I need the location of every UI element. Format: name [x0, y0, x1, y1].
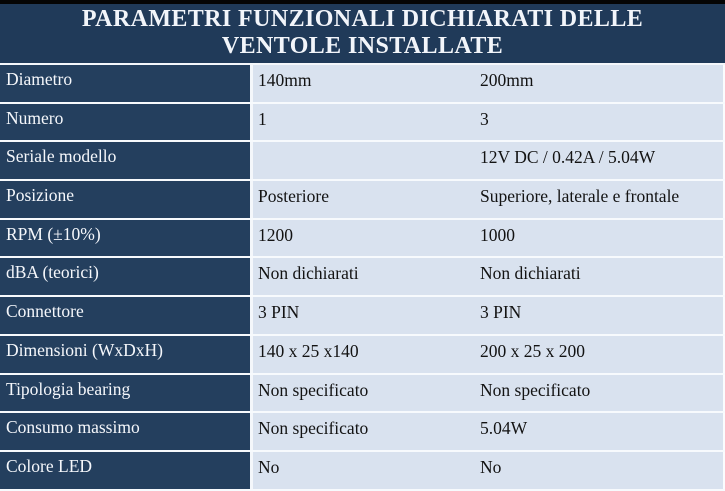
- row-value-200mm: 5.04W: [480, 413, 725, 450]
- row-value-200mm: 1000: [480, 220, 725, 257]
- page-title-line1: PARAMETRI FUNZIONALI DICHIARATI DELLE: [81, 6, 644, 32]
- row-value-200mm: 3: [480, 104, 725, 141]
- row-value-200mm: No: [480, 452, 725, 489]
- row-label: dBA (teorici): [0, 258, 253, 295]
- table-row: [0, 258, 725, 297]
- row-label: Dimensioni (WxDxH): [0, 336, 253, 373]
- table-row: [0, 104, 725, 143]
- row-value-140mm: Non specificato: [253, 413, 480, 450]
- row-value-200mm: Non dichiarati: [480, 258, 725, 295]
- row-value-200mm: 3 PIN: [480, 297, 725, 334]
- spec-table: [0, 65, 725, 491]
- table-row: [0, 142, 725, 181]
- table-row: [0, 297, 725, 336]
- row-label: Consumo massimo: [0, 413, 253, 450]
- table-row: [0, 375, 725, 414]
- row-value-200mm: Superiore, laterale e frontale: [480, 181, 725, 218]
- row-value-140mm: Non specificato: [253, 375, 480, 412]
- row-label: Tipologia bearing: [0, 375, 253, 412]
- table-row: [0, 181, 725, 220]
- page-title: [0, 4, 725, 65]
- row-label: Colore LED: [0, 452, 253, 489]
- row-label: Numero: [0, 104, 253, 141]
- page-title-line2: VENTOLE INSTALLATE: [221, 33, 504, 59]
- row-value-140mm: Posteriore: [253, 181, 480, 218]
- row-value-140mm: 140mm: [253, 65, 480, 102]
- row-value-140mm: [253, 142, 480, 179]
- row-label: Seriale modello: [0, 142, 253, 179]
- row-label: RPM (±10%): [0, 220, 253, 257]
- row-value-140mm: 1200: [253, 220, 480, 257]
- row-value-200mm: Non specificato: [480, 375, 725, 412]
- row-label: Posizione: [0, 181, 253, 218]
- row-value-140mm: 3 PIN: [253, 297, 480, 334]
- row-value-140mm: Non dichiarati: [253, 258, 480, 295]
- table-row: [0, 65, 725, 104]
- row-value-140mm: 140 x 25 x140: [253, 336, 480, 373]
- table-row: [0, 413, 725, 452]
- row-label: Connettore: [0, 297, 253, 334]
- row-value-200mm: 12V DC / 0.42A / 5.04W: [480, 142, 725, 179]
- row-value-140mm: No: [253, 452, 480, 489]
- table-row: [0, 336, 725, 375]
- row-value-200mm: 200mm: [480, 65, 725, 102]
- row-value-140mm: 1: [253, 104, 480, 141]
- row-value-200mm: 200 x 25 x 200: [480, 336, 725, 373]
- table-row: [0, 220, 725, 259]
- row-label: Diametro: [0, 65, 253, 102]
- table-row: [0, 452, 725, 491]
